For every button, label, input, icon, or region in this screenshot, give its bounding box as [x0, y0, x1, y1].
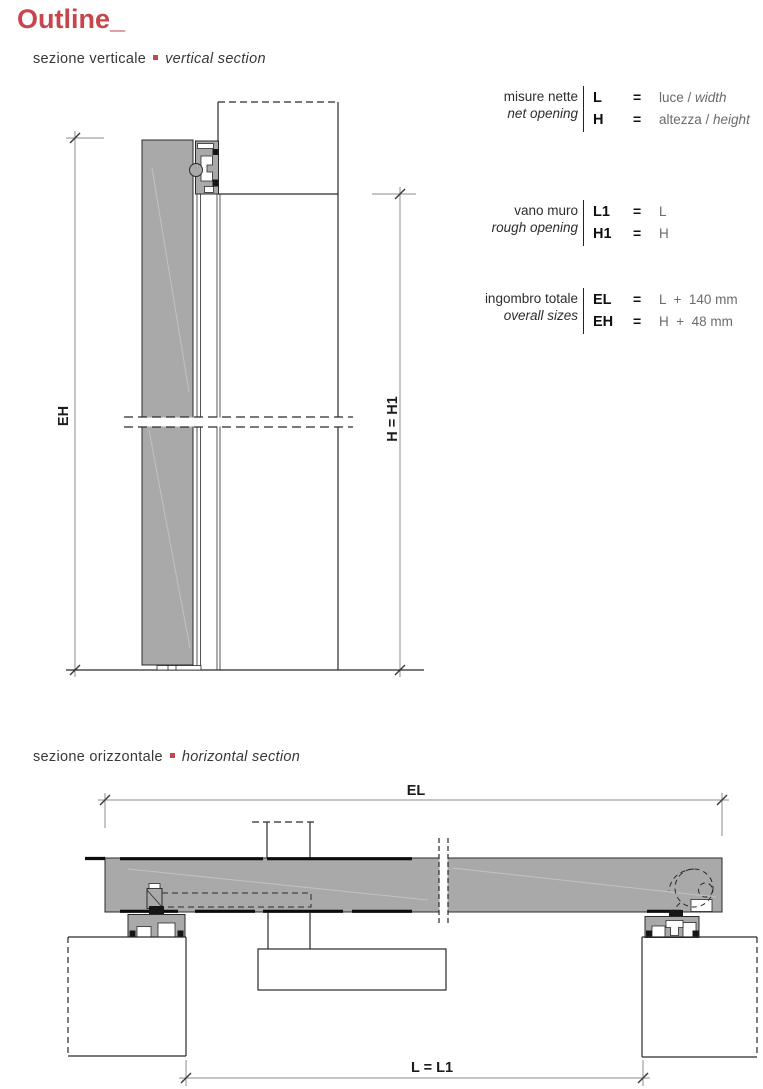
- caption-italian: sezione verticale: [33, 51, 147, 67]
- section-break-lines: [124, 417, 353, 427]
- equals-sign: =: [633, 203, 642, 219]
- legend-symbol: EL: [593, 292, 612, 308]
- legend-symbol: L1: [593, 204, 610, 220]
- top-frame-profile: [190, 141, 219, 194]
- legend-value-italic: width: [695, 90, 727, 105]
- center-wall-stub-top: [252, 822, 318, 858]
- legend-symbol: H: [593, 112, 604, 128]
- legend-value: H + 48 mm: [659, 314, 733, 329]
- legend-label-en: overall sizes: [503, 307, 578, 323]
- sliding-panel-plan: [85, 858, 722, 912]
- floor-guide: [157, 666, 201, 671]
- legend-label-it: ingombro totale: [484, 291, 578, 306]
- h-dimension-label: H = H1: [385, 396, 401, 442]
- caption-english: vertical section: [165, 51, 266, 67]
- vertical-section-drawing: [66, 102, 424, 677]
- wall-header: [218, 102, 338, 670]
- el-dimension-label: EL: [406, 783, 426, 799]
- left-wall-plan: [68, 937, 186, 1056]
- caption-english: horizontal section: [181, 749, 301, 765]
- eh-dimension-label: EH: [56, 405, 72, 427]
- right-jamb-profile: [645, 910, 699, 938]
- door-panel: [142, 140, 193, 665]
- legend-symbol: H1: [593, 226, 612, 242]
- caption-italian: sezione orizzontale: [33, 749, 163, 765]
- el-dimension-line: [98, 793, 729, 836]
- legend-label-en: rough opening: [491, 219, 578, 235]
- right-wall-plan: [642, 937, 757, 1057]
- legend-value-italic: height: [713, 112, 750, 127]
- equals-sign: =: [633, 225, 642, 241]
- l-dimension-label: L = L1: [410, 1060, 454, 1076]
- legend-value: H: [659, 226, 669, 241]
- legend-value: L: [659, 204, 667, 219]
- legend-value: L + 140 mm: [659, 292, 738, 307]
- center-wall-stub-bottom: [258, 912, 446, 990]
- legend-value: luce /: [659, 90, 696, 105]
- plan-break-lines: [439, 838, 448, 925]
- equals-sign: =: [633, 89, 642, 105]
- legend-label-it: vano muro: [514, 203, 578, 218]
- eh-dimension-line: [66, 131, 104, 677]
- horizontal-section-drawing: [68, 793, 757, 1086]
- legend-symbol: EH: [593, 314, 614, 330]
- legend-label-it: misure nette: [503, 89, 578, 104]
- legend-value: altezza /: [659, 112, 714, 127]
- equals-sign: =: [633, 313, 642, 329]
- page-title: Outline_: [17, 4, 126, 34]
- equals-sign: =: [633, 291, 642, 307]
- equals-sign: =: [633, 111, 642, 127]
- legend-label-en: net opening: [507, 105, 578, 121]
- frame-track-lines: [197, 194, 220, 670]
- legend-symbol: L: [593, 90, 602, 106]
- counterframe-box: [258, 949, 446, 990]
